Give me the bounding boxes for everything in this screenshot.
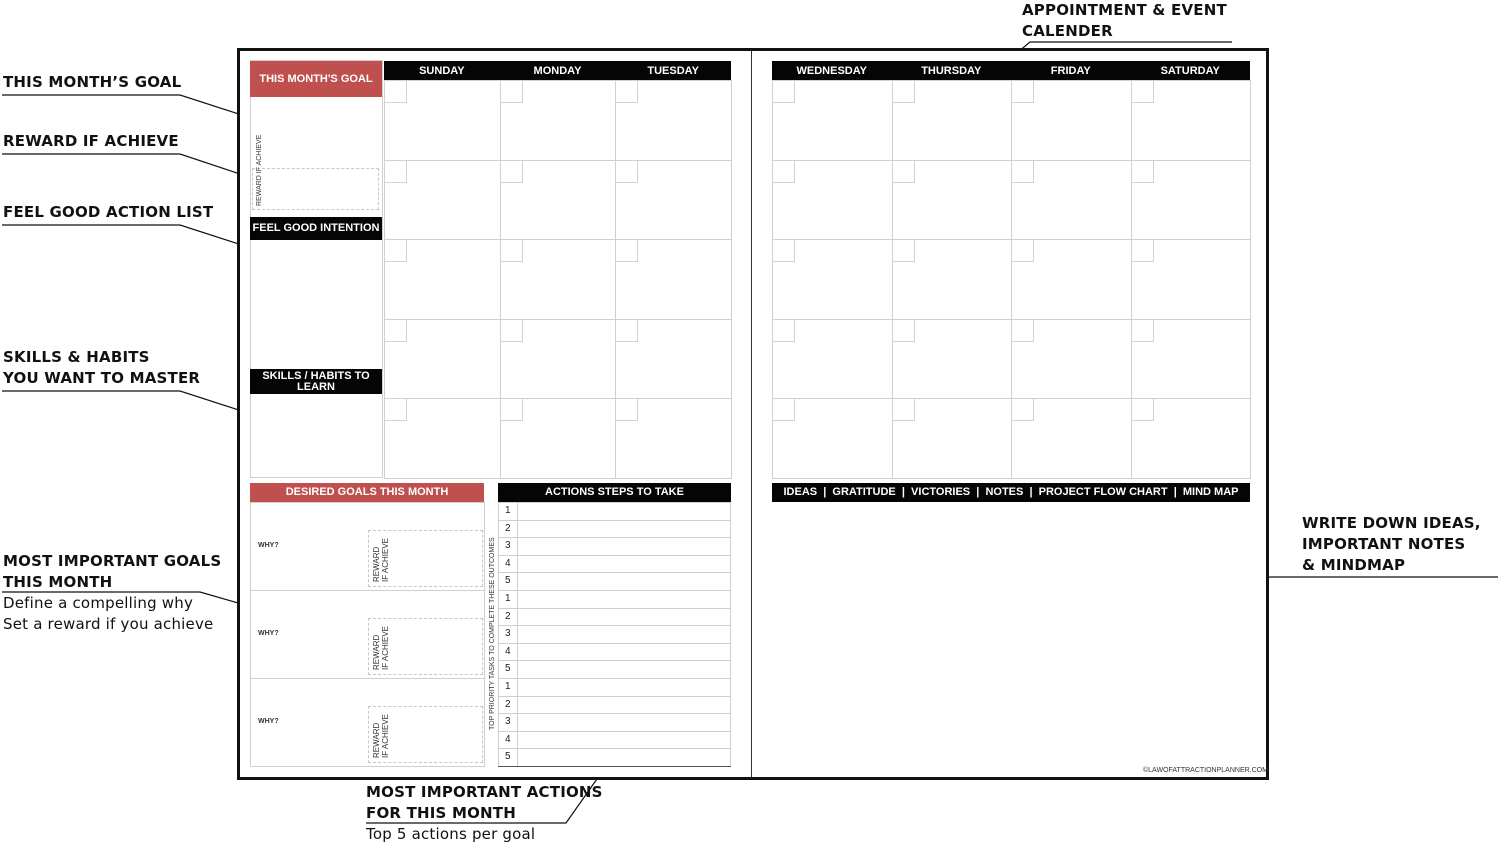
callout-ideas bbox=[1302, 513, 1481, 576]
reward-line: IF ACHIEVE bbox=[381, 537, 390, 582]
reward-small-label: REWARD IF ACHIEVE bbox=[256, 134, 263, 206]
action-group-divider bbox=[498, 766, 731, 767]
action-line bbox=[517, 572, 731, 591]
date-box bbox=[384, 239, 407, 262]
action-line bbox=[517, 696, 731, 715]
copyright: ©LAWOFATTRACTIONPLANNER.COM bbox=[1143, 767, 1268, 774]
feel-good-header: FEEL GOOD INTENTION bbox=[250, 217, 382, 240]
callout-text: CALENDER bbox=[1022, 22, 1113, 40]
action-number: 3 bbox=[505, 628, 511, 640]
desired-goals-header: DESIRED GOALS THIS MONTH bbox=[250, 483, 484, 502]
goal-reward-label bbox=[372, 626, 390, 670]
action-line bbox=[517, 731, 731, 750]
reward-line: REWARD bbox=[372, 634, 381, 670]
date-box bbox=[384, 398, 407, 421]
date-box bbox=[384, 160, 407, 183]
day-header: FRIDAY bbox=[1050, 64, 1091, 77]
action-number: 4 bbox=[505, 557, 511, 569]
goal-reward-label bbox=[372, 538, 390, 582]
action-line bbox=[517, 713, 731, 732]
date-box bbox=[772, 160, 795, 183]
date-box bbox=[1131, 160, 1154, 183]
reward-line: REWARD bbox=[372, 546, 381, 582]
action-line bbox=[517, 678, 731, 697]
callout-goals bbox=[3, 551, 221, 635]
date-box bbox=[1131, 319, 1154, 342]
date-box bbox=[892, 398, 915, 421]
action-line bbox=[517, 643, 731, 662]
callout-text: MOST IMPORTANT ACTIONS bbox=[366, 783, 603, 801]
action-number: 5 bbox=[505, 575, 511, 587]
date-box bbox=[1011, 80, 1034, 103]
callout-reward: REWARD IF ACHIEVE bbox=[3, 132, 179, 150]
date-box bbox=[892, 160, 915, 183]
reward-line: REWARD bbox=[372, 722, 381, 758]
callout-text: MOST IMPORTANT GOALS bbox=[3, 552, 222, 570]
date-box bbox=[772, 398, 795, 421]
action-number: 3 bbox=[505, 540, 511, 552]
callout-skills bbox=[3, 347, 200, 389]
callout-subtext: Top 5 actions per goal bbox=[366, 825, 536, 843]
skills-header: SKILLS / HABITS TO LEARN bbox=[250, 369, 382, 394]
date-box bbox=[772, 80, 795, 103]
month-goal-header: THIS MONTH'S GOAL bbox=[250, 61, 382, 97]
date-box bbox=[1131, 80, 1154, 103]
priority-vertical-label: TOP PRIORITY TASKS TO COMPLETE THESE OUTCOMES bbox=[489, 537, 496, 730]
callout-actions bbox=[366, 782, 603, 845]
date-box bbox=[1011, 398, 1034, 421]
day-header: THURSDAY bbox=[921, 64, 982, 77]
actions-header: ACTIONS STEPS TO TAKE bbox=[498, 483, 731, 502]
action-number: 4 bbox=[505, 645, 511, 657]
action-number: 1 bbox=[505, 593, 511, 604]
callout-feel-good: FEEL GOOD ACTION LIST bbox=[3, 203, 214, 221]
day-header: SUNDAY bbox=[419, 64, 465, 77]
date-box bbox=[892, 239, 915, 262]
action-line bbox=[517, 625, 731, 644]
left-sidebar-panel bbox=[250, 60, 383, 478]
why-label: WHY? bbox=[258, 542, 279, 549]
goal-reward-label bbox=[372, 714, 390, 758]
action-number: 1 bbox=[505, 505, 511, 516]
callout-text: YOU WANT TO MASTER bbox=[3, 369, 201, 387]
callout-month-goal: THIS MONTH’S GOAL bbox=[3, 73, 182, 91]
reward-line: IF ACHIEVE bbox=[381, 625, 390, 670]
date-box bbox=[500, 160, 523, 183]
date-box bbox=[500, 398, 523, 421]
date-box bbox=[615, 160, 638, 183]
callout-text: IMPORTANT NOTES bbox=[1302, 535, 1466, 553]
callout-text: THIS MONTH bbox=[3, 573, 113, 591]
date-box bbox=[384, 80, 407, 103]
action-number: 4 bbox=[505, 733, 511, 745]
callout-text: APPOINTMENT & EVENT bbox=[1022, 1, 1227, 19]
action-line bbox=[517, 555, 731, 574]
callout-subtext: Set a reward if you achieve bbox=[3, 615, 214, 633]
callout-subtext: Define a compelling why bbox=[3, 594, 194, 612]
action-line bbox=[517, 748, 731, 767]
notes-header: IDEAS | GRATITUDE | VICTORIES | NOTES | PROJECT FLOW CHART | MIND MAP bbox=[772, 483, 1250, 502]
reward-box bbox=[252, 168, 379, 210]
date-box bbox=[500, 80, 523, 103]
action-number: 2 bbox=[505, 522, 511, 534]
action-number: 2 bbox=[505, 610, 511, 622]
day-header: WEDNESDAY bbox=[796, 64, 867, 77]
callout-text: WRITE DOWN IDEAS, bbox=[1302, 514, 1481, 532]
day-header: MONDAY bbox=[533, 64, 582, 77]
date-box bbox=[500, 319, 523, 342]
date-box bbox=[1131, 398, 1154, 421]
action-number: 2 bbox=[505, 698, 511, 710]
action-number: 3 bbox=[505, 716, 511, 728]
why-label: WHY? bbox=[258, 630, 279, 637]
date-box bbox=[615, 80, 638, 103]
callout-appointment bbox=[1022, 0, 1227, 42]
action-number: 5 bbox=[505, 751, 511, 763]
date-box bbox=[1011, 319, 1034, 342]
day-header: SATURDAY bbox=[1160, 64, 1220, 77]
date-box bbox=[892, 80, 915, 103]
callout-text: & MINDMAP bbox=[1302, 556, 1406, 574]
action-line bbox=[517, 608, 731, 627]
day-header: TUESDAY bbox=[647, 64, 699, 77]
action-line bbox=[517, 590, 731, 609]
date-box bbox=[615, 319, 638, 342]
action-line bbox=[517, 502, 731, 521]
action-number: 1 bbox=[505, 681, 511, 692]
action-number: 5 bbox=[505, 663, 511, 675]
date-box bbox=[1011, 239, 1034, 262]
action-line bbox=[517, 660, 731, 679]
date-box bbox=[1011, 160, 1034, 183]
date-box bbox=[1131, 239, 1154, 262]
date-box bbox=[772, 239, 795, 262]
date-box bbox=[892, 319, 915, 342]
planner-spine bbox=[751, 51, 752, 777]
callout-text: SKILLS & HABITS bbox=[3, 348, 150, 366]
date-box bbox=[615, 398, 638, 421]
date-box bbox=[384, 319, 407, 342]
date-box bbox=[615, 239, 638, 262]
action-line bbox=[517, 520, 731, 539]
reward-line: IF ACHIEVE bbox=[381, 713, 390, 758]
why-label: WHY? bbox=[258, 718, 279, 725]
callout-text: FOR THIS MONTH bbox=[366, 804, 516, 822]
action-line bbox=[517, 537, 731, 556]
date-box bbox=[772, 319, 795, 342]
date-box bbox=[500, 239, 523, 262]
